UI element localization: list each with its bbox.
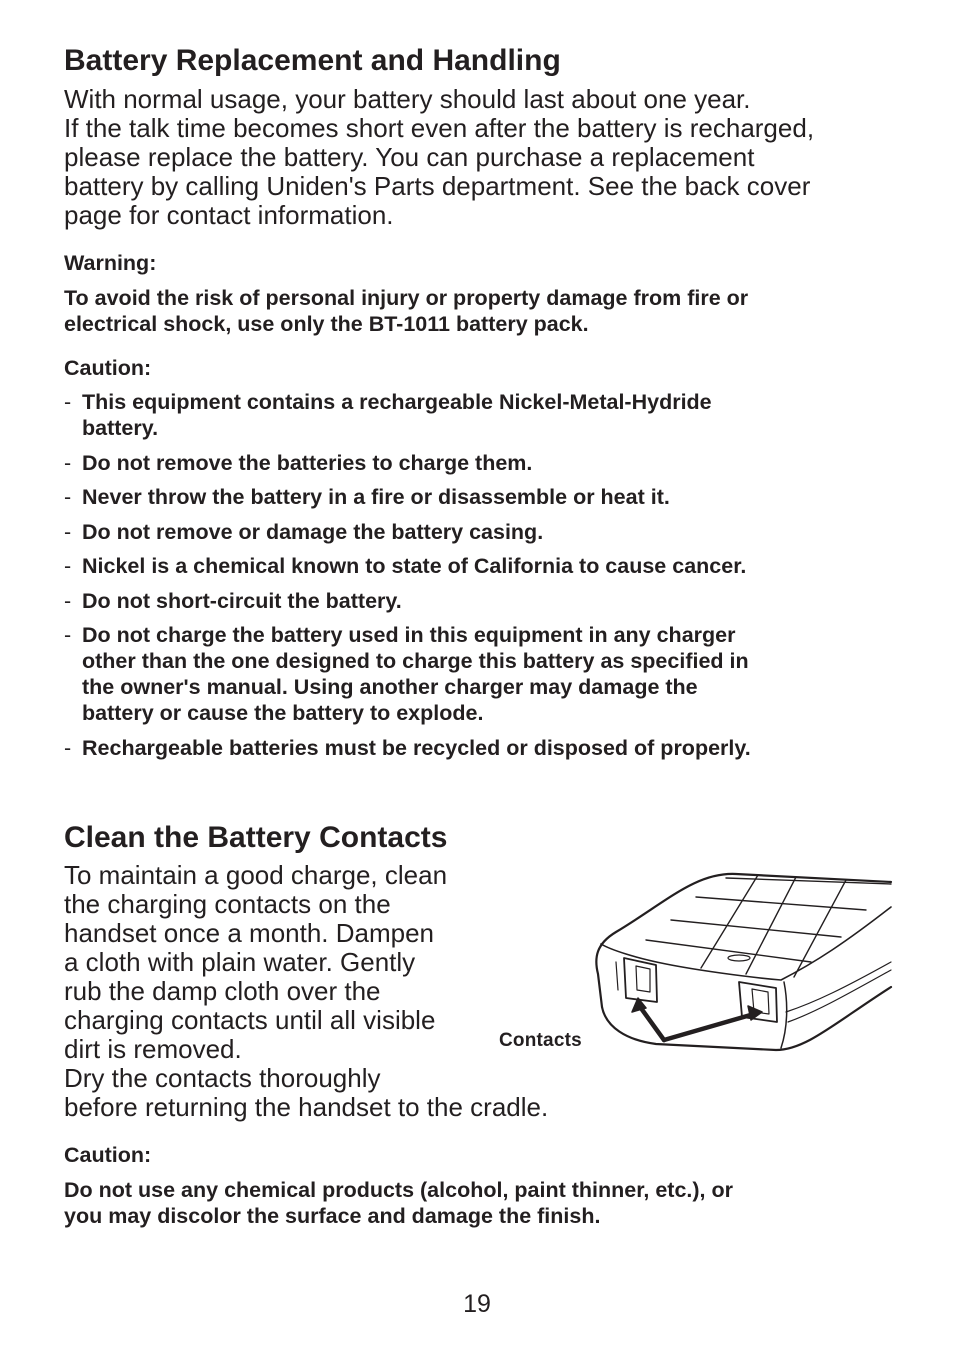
battery-intro-paragraph (64, 85, 814, 230)
handset-contacts-illustration (496, 862, 896, 1062)
text-line: Do not remove the batteries to charge them. (82, 450, 533, 475)
dash-bullet: - (64, 485, 72, 509)
text-line: before returning the handset to the cradle. (64, 1092, 549, 1122)
dash-bullet: - (64, 735, 72, 760)
text-line: page for contact information. (64, 200, 394, 230)
text-line: a cloth with plain water. Gently (64, 947, 416, 977)
cleaning-caution-text (64, 1177, 733, 1229)
section-title-battery-replacement: Battery Replacement and Handling (64, 44, 561, 77)
text-line: Do not use any chemical products (alcohol, paint thinner, etc.), or (64, 1178, 733, 1202)
dash-bullet: - (64, 623, 72, 647)
text-line: you may discolor the surface and damage the finish. (64, 1204, 601, 1228)
page-number: 19 (463, 1290, 491, 1318)
contacts-label: Contacts (499, 1030, 582, 1051)
list-item (64, 622, 894, 726)
text-line: other than the one designed to charge this battery as specified in (82, 649, 749, 673)
text-line: To avoid the risk of personal injury or property damage from fire or (64, 286, 749, 310)
list-item (64, 450, 894, 476)
dash-bullet: - (64, 519, 72, 544)
text-line: This equipment contains a rechargeable Nickel-Metal-Hydride (82, 390, 712, 414)
text-line: rub the damp cloth over the (64, 976, 381, 1006)
text-line: battery or cause the battery to explode. (82, 701, 484, 725)
dash-bullet: - (64, 450, 72, 475)
text-line: Never throw the battery in a fire or disassemble or heat it. (82, 485, 670, 509)
text-line: Rechargeable batteries must be recycled or disposed of properly. (82, 735, 751, 760)
text-line: battery. (82, 416, 159, 440)
dash-bullet: - (64, 390, 72, 414)
list-item (64, 519, 894, 545)
dash-bullet: - (64, 588, 72, 613)
list-item (64, 484, 894, 510)
text-line: Dry the contacts thoroughly (64, 1063, 381, 1093)
text-line: Nickel is a chemical known to state of California to cause cancer. (82, 554, 747, 578)
text-line: charging contacts until all visible (64, 1005, 436, 1035)
text-line: With normal usage, your battery should last about one year. (64, 84, 751, 114)
text-line: handset once a month. Dampen (64, 918, 435, 948)
warning-label: Warning: (64, 251, 157, 275)
text-line: the owner's manual. Using another charger may damage the (82, 675, 698, 699)
clean-contacts-paragraph (64, 861, 548, 1122)
text-line: Do not short-circuit the battery. (82, 588, 402, 613)
text-line: electrical shock, use only the BT-1011 battery pack. (64, 312, 589, 336)
text-line: Do not remove or damage the battery casing. (82, 519, 544, 544)
caution-label-cleaning: Caution: (64, 1143, 152, 1167)
dash-bullet: - (64, 554, 72, 578)
caution-list (64, 389, 894, 769)
text-line: To maintain a good charge, clean (64, 860, 448, 890)
list-item (64, 389, 894, 441)
text-line: battery by calling Uniden's Parts department. See the back cover (64, 171, 811, 201)
warning-text (64, 285, 748, 337)
list-item (64, 588, 894, 614)
text-line: If the talk time becomes short even after the battery is recharged, (64, 113, 815, 143)
text-line: dirt is removed. (64, 1034, 242, 1064)
text-line: Do not charge the battery used in this equipment in any charger (82, 623, 736, 647)
caution-label: Caution: (64, 356, 152, 380)
section-title-clean-contacts: Clean the Battery Contacts (64, 821, 448, 854)
text-line: the charging contacts on the (64, 889, 391, 919)
list-item (64, 735, 894, 761)
text-line: please replace the battery. You can purchase a replacement (64, 142, 755, 172)
list-item (64, 553, 894, 579)
